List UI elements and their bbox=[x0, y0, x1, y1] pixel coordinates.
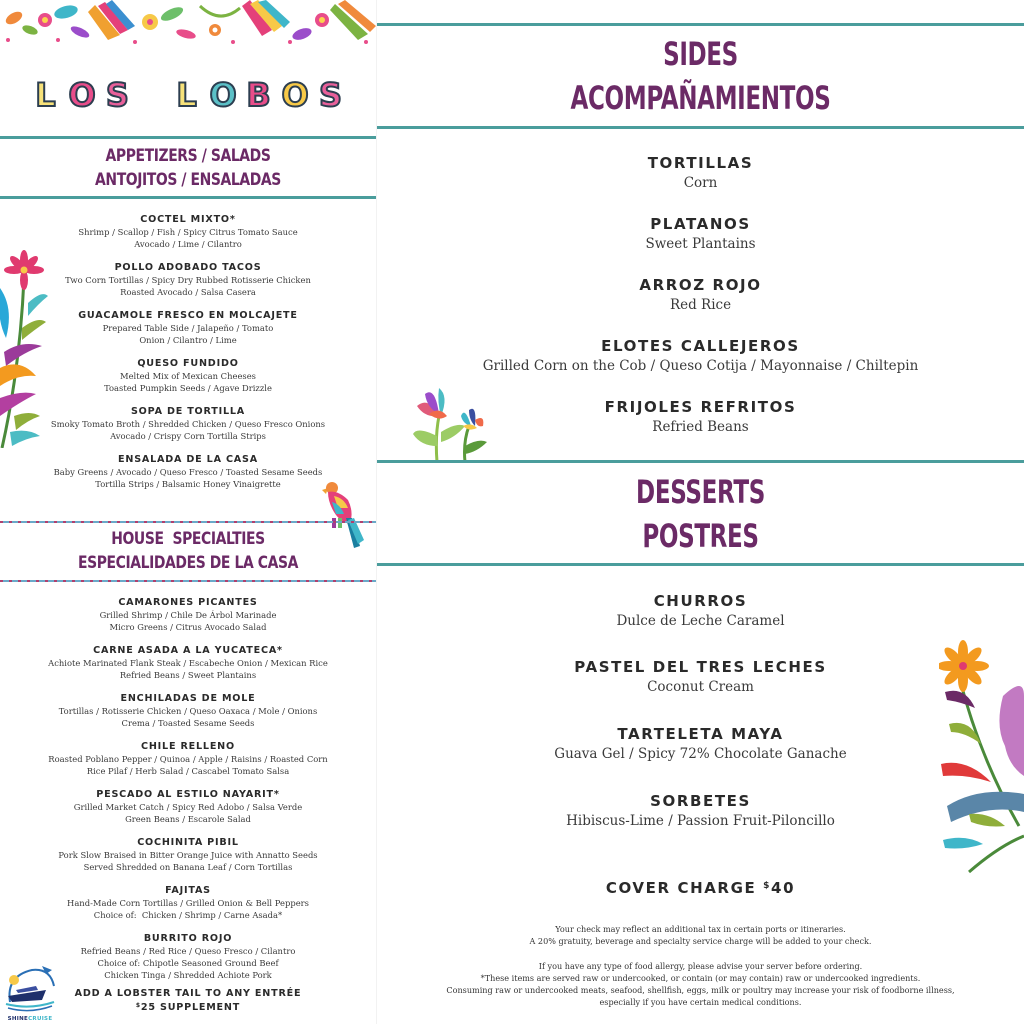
logo-word-lobos: L O B O S bbox=[176, 76, 343, 114]
menu-item: CHURROS Dulce de Leche Caramel bbox=[616, 592, 785, 629]
dotted-divider bbox=[0, 521, 376, 523]
section-title-appetizers bbox=[34, 144, 342, 192]
restaurant-logo bbox=[0, 76, 376, 114]
menu-item: GUACAMOLE FRESCO EN MOLCAJETE Prepared Table Side / Jalapeño / Tomato Onion / Cilantro / Lime bbox=[78, 310, 298, 345]
menu-item: SOPA DE TORTILLA Smoky Tomato Broth / Shredded Chicken / Queso Fresco Onions Avocado / Crispy Corn Tortilla Strips bbox=[50, 406, 326, 441]
menu-item: BURRITO ROJO Refried Beans / Red Rice / Queso Fresco / Cilantro Choice of: Chipotle Seasoned Ground Beef Chicken Tinga / Shredded Achiote Pork bbox=[80, 933, 296, 980]
divider bbox=[0, 136, 376, 139]
menu-item: CARNE ASADA A LA YUCATECA* Achiote Marinated Flank Steak / Escabeche Onion / Mexican Rice Refried Beans / Sweet Plantains bbox=[48, 645, 328, 680]
menu-item: ENSALADA DE LA CASA Baby Greens / Avocado / Queso Fresco / Toasted Sesame Seeds Tortilla Strips / Balsamic Honey Vinaigrette bbox=[53, 454, 323, 489]
menu-item: PASTEL DEL TRES LECHES Coconut Cream bbox=[574, 658, 827, 695]
menu-item: TARTELETA MAYA Guava Gel / Spicy 72% Chocolate Ganache bbox=[554, 725, 847, 762]
section-title-en: DESSERTS bbox=[636, 473, 765, 511]
section-title-en: HOUSE SPECIALTIES bbox=[111, 529, 265, 549]
section-title-desserts bbox=[468, 470, 934, 558]
divider bbox=[377, 23, 1024, 26]
section-title-es: ESPECIALIDADES DE LA CASA bbox=[77, 553, 298, 573]
desserts-list bbox=[377, 591, 1024, 857]
lobster-supplement-note: ADD A LOBSTER TAIL TO ANY ENTRÉE $25 SUPPLEMENT bbox=[74, 988, 302, 1013]
specialties-list bbox=[0, 596, 376, 992]
menu-item: CAMARONES PICANTES Grilled Shrimp / Chile De Árbol Marinade Micro Greens / Citrus Avocado Salad bbox=[99, 597, 277, 632]
flower-left-icon bbox=[0, 248, 52, 448]
section-title-sides bbox=[468, 32, 934, 120]
tax-gratuity-notes: Your check may reflect an additional tax in certain ports or itineraries. A 20% gratuity, beverage and specialty service charge will be added to your check. bbox=[529, 924, 872, 946]
menu-item: FAJITAS Hand-Made Corn Tortillas / Grilled Onion & Bell Peppers Choice of: Chicken / Shrimp / Carne Asada* bbox=[67, 885, 309, 920]
divider bbox=[0, 196, 376, 199]
menu-page-right bbox=[377, 0, 1024, 1024]
menu-item: COCTEL MIXTO* Shrimp / Scallop / Fish / Spicy Citrus Tomato Sauce Avocado / Lime / Cilantro bbox=[78, 214, 298, 249]
dotted-divider bbox=[0, 580, 376, 582]
divider bbox=[377, 126, 1024, 129]
menu-item: QUESO FUNDIDO Melted Mix of Mexican Cheeses Toasted Pumpkin Seeds / Agave Drizzle bbox=[104, 358, 272, 393]
allergy-notes: If you have any type of food allergy, please advise your server before ordering. *These items are served raw or undercooked, or contain (or may contain) raw or undercooked ingredients. Consuming raw or undercooked meats, seafood, shellfish, eggs, milk or poultry may increase your risk of foodborne illness, especially if you have certain medical conditions. bbox=[446, 961, 955, 1007]
menu-item: FRIJOLES REFRITOS Refried Beans bbox=[604, 398, 797, 435]
section-title-en: APPETIZERS / SALADS bbox=[105, 146, 271, 166]
cover-charge: COVER CHARGE $40 bbox=[605, 879, 796, 897]
menu-item: CHILE RELLENO Roasted Poblano Pepper / Quinoa / Apple / Raisins / Roasted Corn Rice Pilaf / Herb Salad / Cascabel Tomato Salsa bbox=[48, 741, 328, 776]
section-title-specialties bbox=[34, 527, 342, 575]
logo-word-los: L O S bbox=[35, 76, 129, 114]
section-title-es: POSTRES bbox=[642, 517, 759, 555]
menu-page-left bbox=[0, 0, 376, 1024]
floral-banner-icon bbox=[0, 0, 376, 46]
flower-right-icon bbox=[939, 636, 1024, 876]
menu-item: PESCADO AL ESTILO NAYARIT* Grilled Market Catch / Spicy Red Adobo / Salsa Verde Green Beans / Escarole Salad bbox=[73, 789, 303, 824]
menu-item: COCHINITA PIBIL Pork Slow Braised in Bitter Orange Juice with Annatto Seeds Served Shredded on Banana Leaf / Corn Tortillas bbox=[58, 837, 318, 872]
section-title-es: ANTOJITOS / ENSALADAS bbox=[95, 170, 281, 190]
menu-item: SORBETES Hibiscus-Lime / Passion Fruit-Piloncillo bbox=[566, 792, 835, 829]
menu-item: POLLO ADOBADO TACOS Two Corn Tortillas / Spicy Dry Rubbed Rotisserie Chicken Roasted Avocado / Salsa Casera bbox=[65, 262, 311, 297]
cruise-brand-logo: SHINECRUISE bbox=[2, 962, 58, 1024]
menu-item: ARROZ ROJO Red Rice bbox=[639, 276, 762, 313]
menu-item: PLATANOS Sweet Plantains bbox=[645, 215, 756, 252]
menu-item: ELOTES CALLEJEROS Grilled Corn on the Cob / Queso Cotija / Mayonnaise / Chiltepin bbox=[482, 337, 919, 374]
divider bbox=[377, 460, 1024, 463]
divider bbox=[377, 563, 1024, 566]
appetizers-list bbox=[0, 213, 376, 501]
menu-item: TORTILLAS Corn bbox=[647, 154, 754, 191]
cruise-ship-logo-icon bbox=[2, 962, 58, 1012]
small-flowers-icon bbox=[407, 386, 511, 462]
section-title-es: ACOMPAÑAMIENTOS bbox=[570, 79, 831, 117]
menu-item: ENCHILADAS DE MOLE Tortillas / Rotisserie Chicken / Queso Oaxaca / Mole / Onions Crema / Toasted Sesame Seeds bbox=[58, 693, 318, 728]
section-title-en: SIDES bbox=[663, 35, 738, 73]
